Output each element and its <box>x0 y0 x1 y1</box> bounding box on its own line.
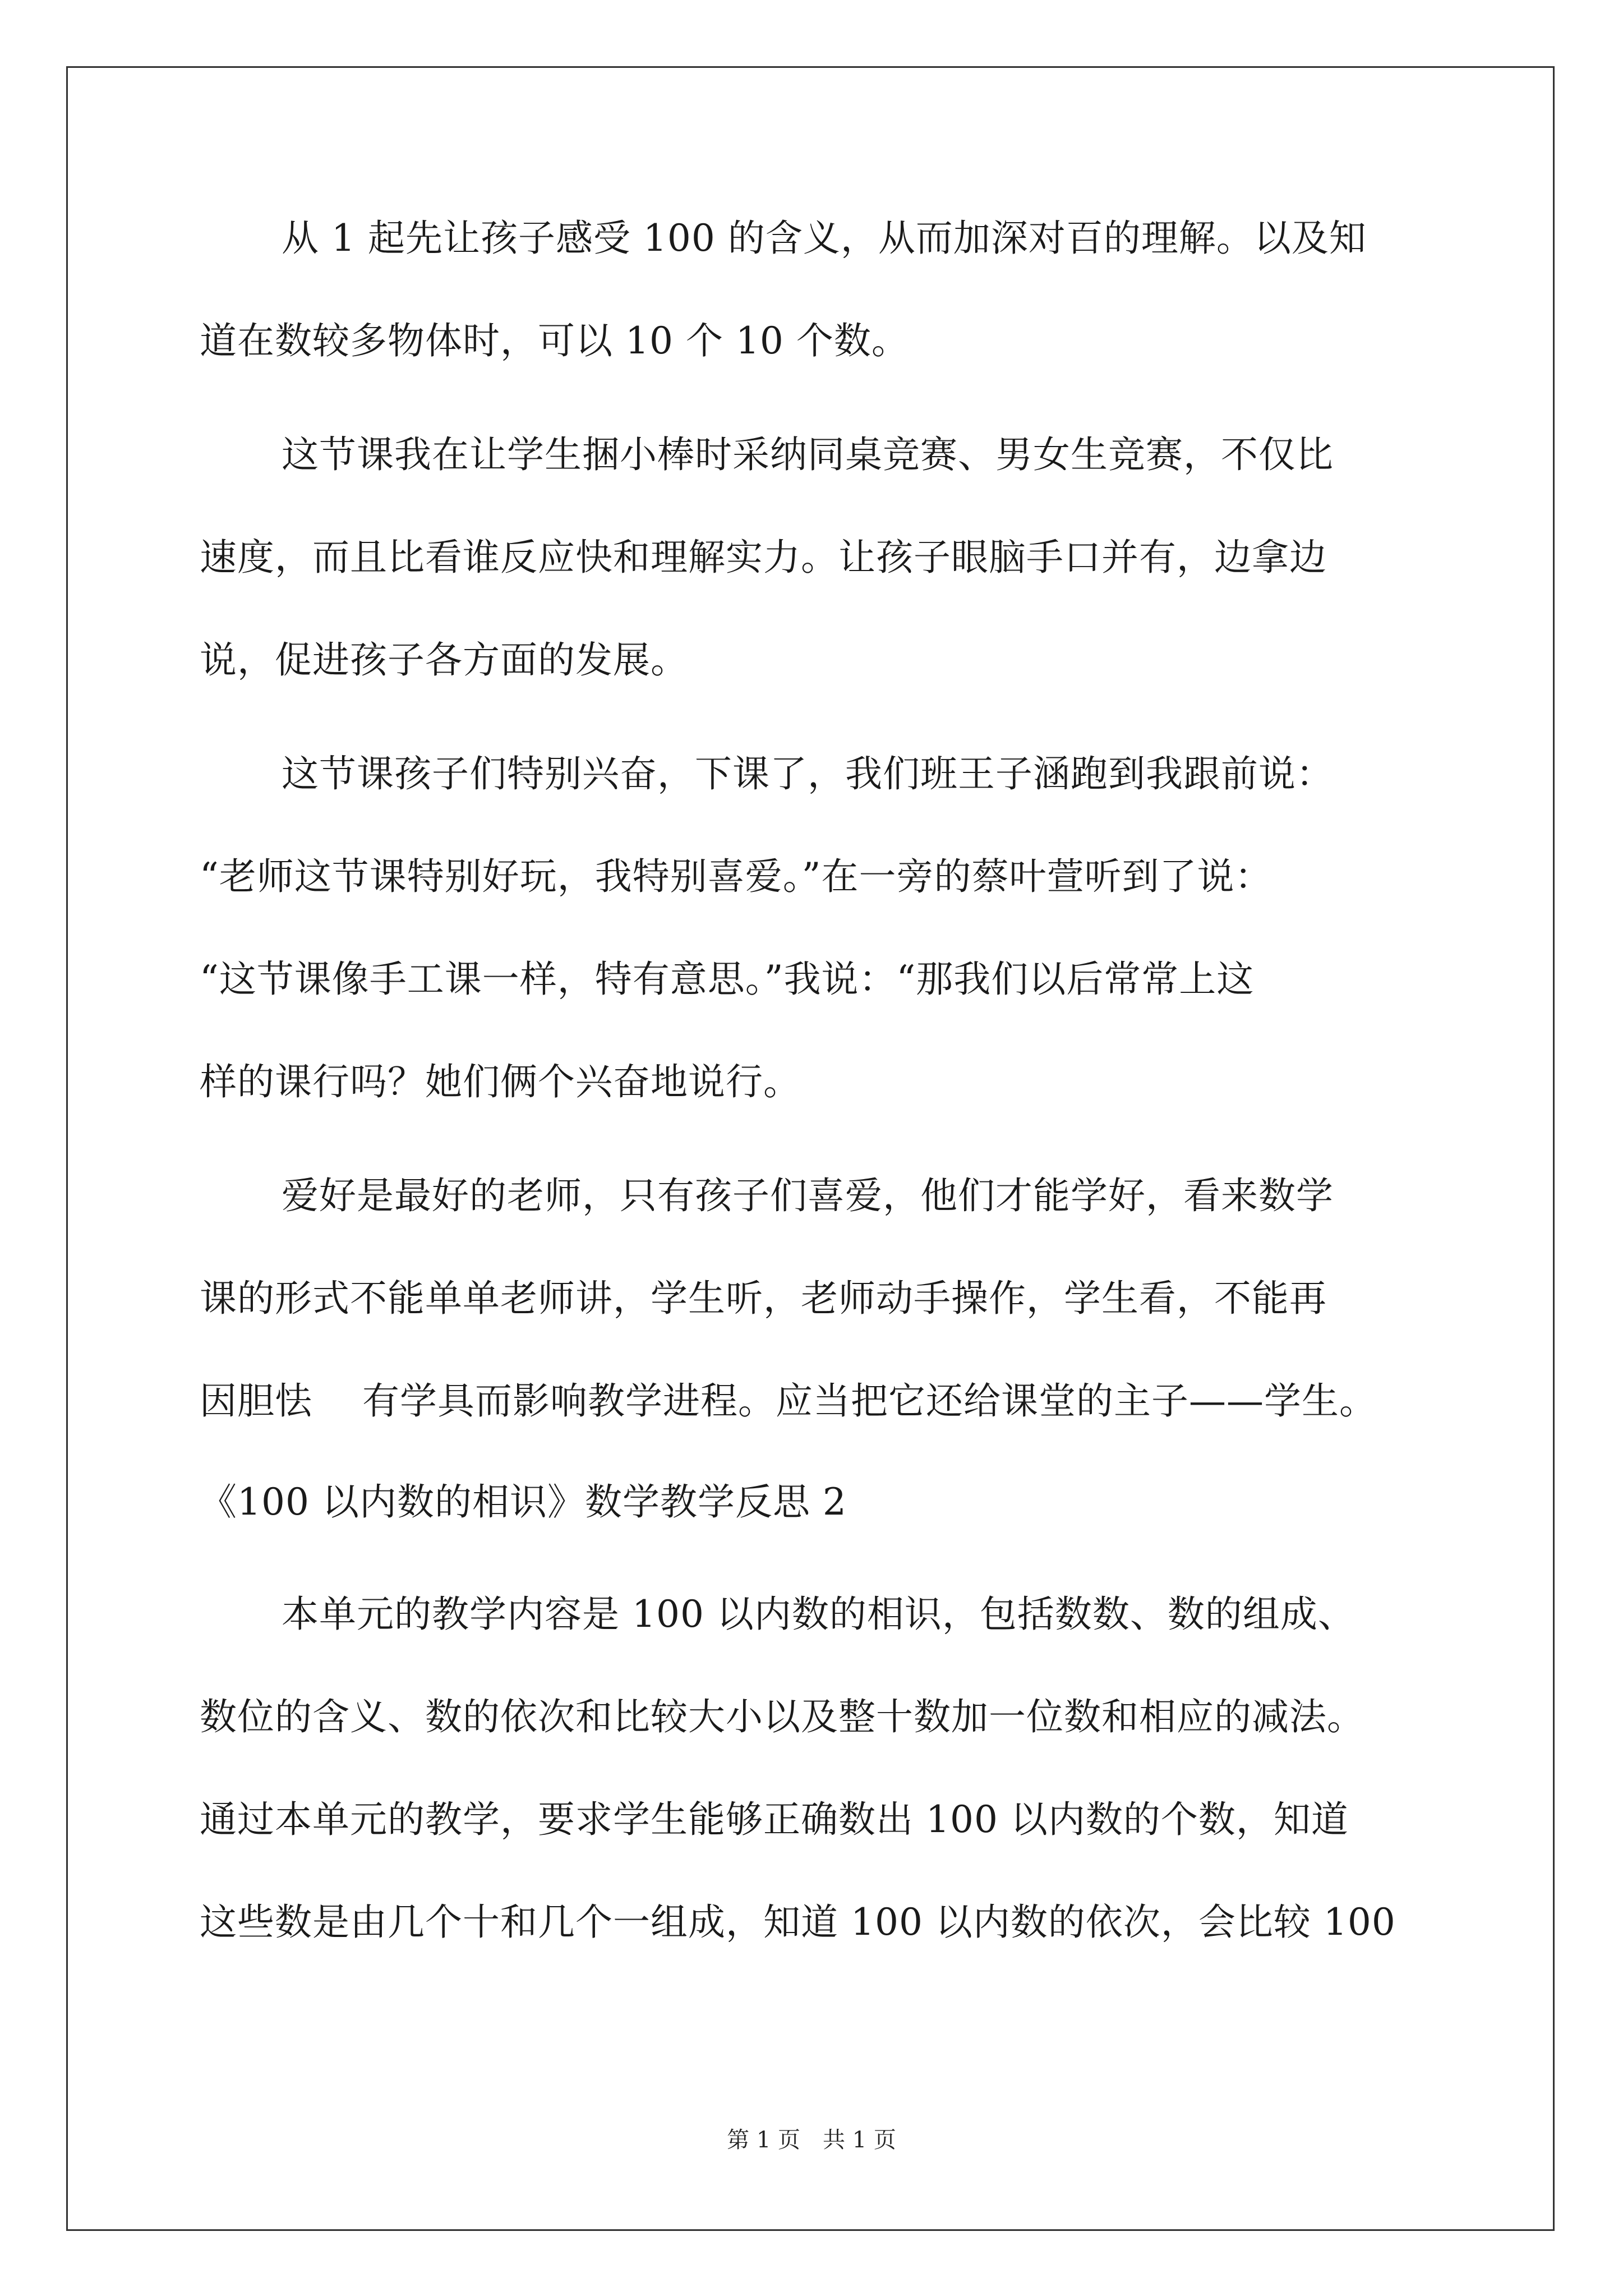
paragraph-line: 速度，而且比看谁反应快和理解实力。让孩子眼脑手口并有，边拿边 <box>200 536 1327 579</box>
paragraph-line: 数位的含义、数的依次和比较大小以及整十数加一位数和相应的减法。 <box>200 1695 1364 1738</box>
paragraph-line: 课的形式不能单单老师讲，学生听，老师动手操作，学生看，不能再 <box>200 1277 1327 1320</box>
paragraph-line: “老师这节课特别好玩，我特别喜爱。”在一旁的蔡叶萱听到了说： <box>200 855 1272 898</box>
page-number: 第 1 页 <box>727 2127 800 2153</box>
paragraph-line: 爱好是最好的老师，只有孩子们喜爱，他们才能学好，看来数学 <box>282 1174 1334 1217</box>
page-footer <box>0 2126 1623 2154</box>
page-total: 共 1 页 <box>823 2127 896 2153</box>
paragraph-line: 从 1 起先让孩子感受 100 的含义，从而加深对百的理解。以及知 <box>282 217 1367 260</box>
paragraph-line: “这节课像手工课一样，特有意思。”我说：“那我们以后常常上这 <box>200 958 1255 1001</box>
paragraph-line: 样的课行吗？她们俩个兴奋地说行。 <box>200 1060 801 1103</box>
paragraph-line: 说，促进孩子各方面的发展。 <box>200 638 688 682</box>
paragraph-line: 本单元的教学内容是 100 以内数的相识，包括数数、数的组成、 <box>282 1593 1355 1636</box>
paragraph-line: 这节课孩子们特别兴奋，下课了，我们班王子涵跑到我跟前说： <box>282 752 1334 795</box>
paragraph-line: 这些数是由几个十和几个一组成，知道 100 以内数的依次，会比较 100 <box>200 1901 1396 1944</box>
paragraph-line: 因胆怯 有学具而影响教学进程。应当把它还给课堂的主子——学生。 <box>200 1379 1377 1423</box>
section-heading: 《100 以内数的相识》数学教学反思 2 <box>200 1480 847 1524</box>
paragraph-line: 这节课我在让学生捆小棒时采纳同桌竞赛、男女生竞赛，不仅比 <box>282 433 1334 476</box>
paragraph-line: 通过本单元的教学，要求学生能够正确数出 100 以内数的个数，知道 <box>200 1798 1349 1841</box>
paragraph-line: 道在数较多物体时，可以 10 个 10 个数。 <box>200 319 909 362</box>
